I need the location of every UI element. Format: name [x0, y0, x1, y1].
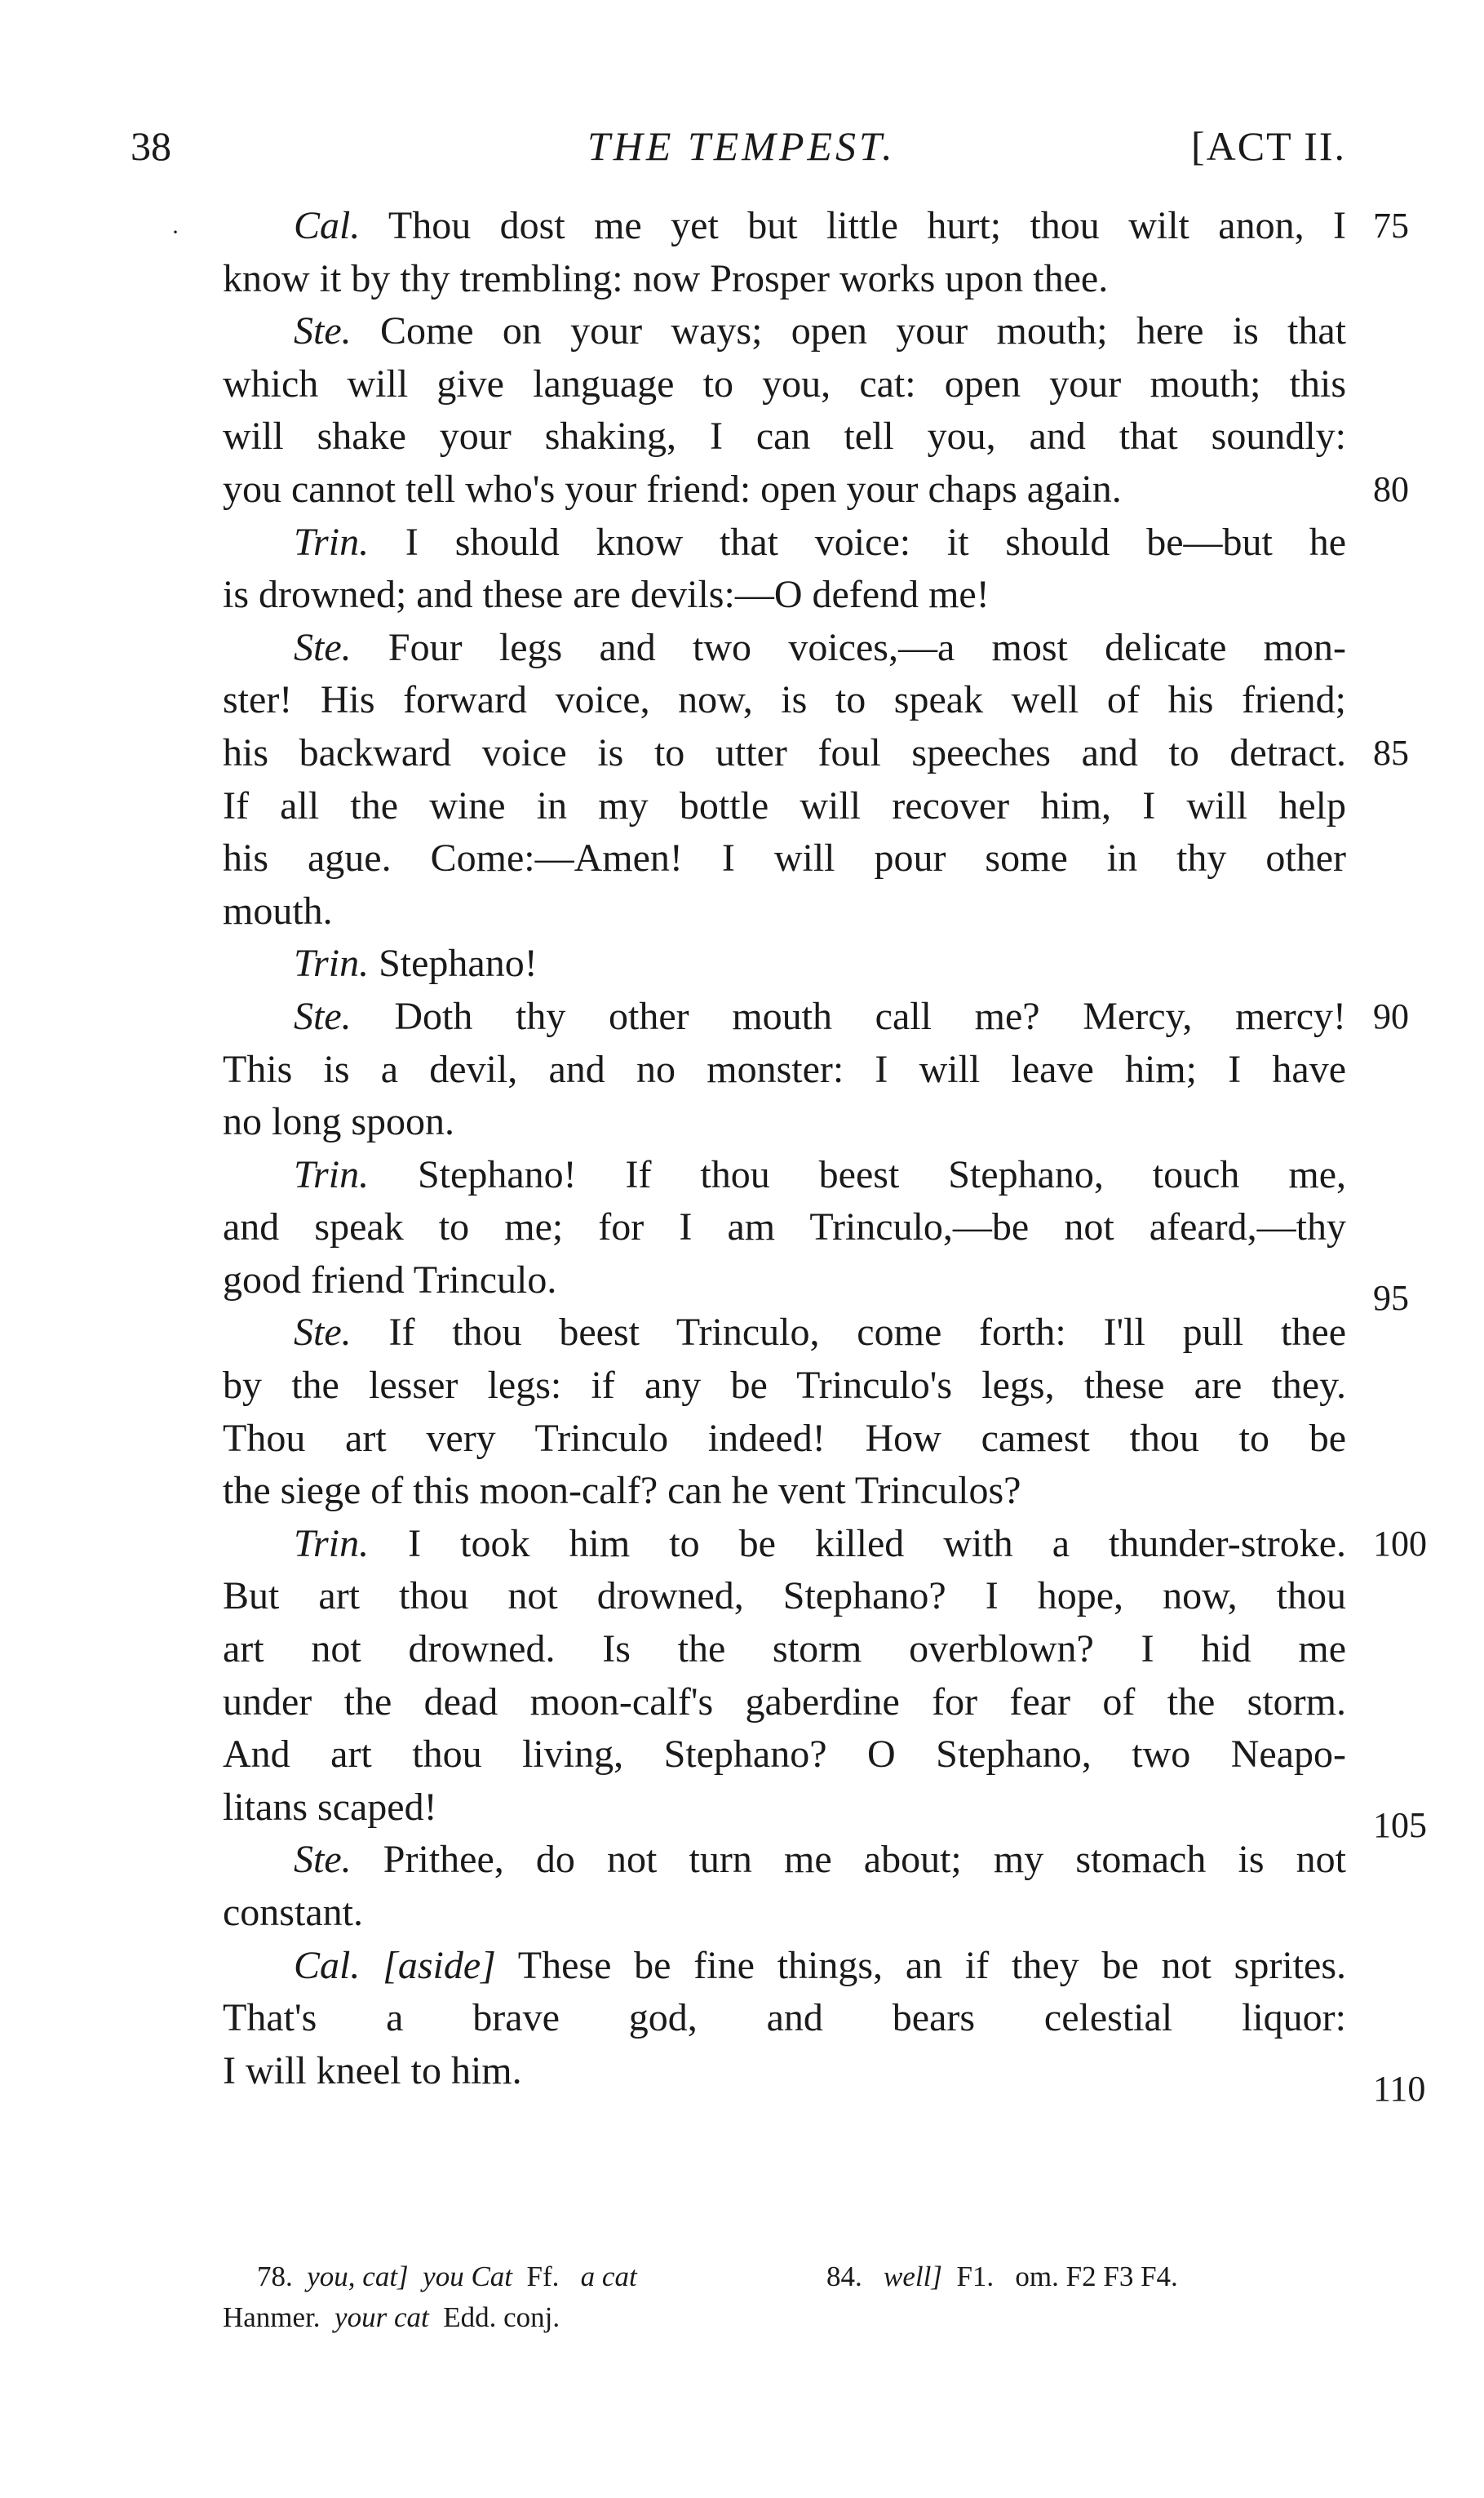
line-text	[223, 1834, 1346, 1887]
line-text	[223, 1307, 1346, 1360]
speech-text: This is a devil, and no monster: I will leave him; I have	[223, 1047, 1346, 1091]
line-text	[223, 410, 1346, 464]
speech-text: will shake your shaking, I can tell you, and that soundly:	[223, 415, 1346, 459]
text-line	[223, 1201, 1361, 1254]
speech-text: constant.	[223, 1891, 363, 1934]
text-line	[223, 727, 1409, 780]
line-text	[223, 253, 1361, 306]
text-line	[223, 1992, 1361, 2045]
line-text	[223, 780, 1346, 833]
speaker-name: Ste.	[294, 994, 352, 1038]
text-line	[223, 1360, 1361, 1413]
speaker-name: Cal.	[294, 204, 361, 247]
text-line	[223, 410, 1361, 464]
page-number: 38	[131, 123, 171, 169]
speech-text: Prithee, do not turn me about; my stomach is not	[383, 1838, 1347, 1882]
speaker-name: Ste.	[294, 1838, 352, 1882]
stage-direction: [aside]	[383, 1943, 496, 1987]
line-text	[223, 1044, 1346, 1097]
speech-text: his backward voice is to utter foul speeches and to detract.	[223, 730, 1346, 774]
footnote-78-continued: Hanmer. your cat Edd. conj.	[223, 2301, 560, 2333]
text-line	[223, 569, 1361, 622]
speech-text: mouth.	[223, 889, 333, 933]
speech-text: And art thou living, Stephano? O Stephano, two Neapo-	[223, 1733, 1346, 1777]
line-number: 100	[1373, 1523, 1427, 1564]
text-line	[223, 1781, 1427, 1845]
play-text	[223, 200, 1427, 2109]
text-line	[223, 885, 1361, 938]
line-text	[223, 1096, 1361, 1149]
speech-text: know it by thy trembling: now Prosper works upon thee.	[223, 256, 1109, 300]
speaker-name: Trin.	[294, 1152, 370, 1196]
speech-text: If all the wine in my bottle will recover him, I will help	[223, 783, 1346, 827]
text-line	[223, 1413, 1361, 1466]
text-line	[223, 780, 1361, 833]
text-line	[223, 1728, 1361, 1781]
line-text	[223, 885, 1361, 938]
line-number: 85	[1373, 732, 1409, 773]
speech-text: I took him to be killed with a thunder-stroke.	[408, 1521, 1346, 1565]
line-number: 95	[1373, 1277, 1409, 1318]
speech-text: the siege of this moon-calf? can he vent Trinculos?	[223, 1469, 1021, 1513]
speech-text: and speak to me; for I am Trinculo,—be not afeard,—thy	[223, 1205, 1346, 1249]
text-line	[223, 2045, 1426, 2109]
line-text	[223, 674, 1346, 727]
text-line	[223, 1940, 1361, 1993]
text-line	[223, 464, 1409, 517]
line-text	[223, 305, 1346, 358]
speaker-name: Ste.	[294, 625, 352, 669]
text-line	[223, 622, 1361, 675]
text-line	[223, 200, 1409, 253]
text-line	[223, 1044, 1361, 1097]
speech-text: These be fine things, an if they be not sprites.	[517, 1943, 1347, 1987]
speech-text: by the lesser legs: if any be Trinculo's legs, these are they.	[223, 1364, 1346, 1408]
speaker-name: Trin.	[294, 520, 370, 564]
line-text	[223, 1992, 1346, 2045]
speech-text: which will give language to you, cat: open your mouth; this	[223, 362, 1346, 406]
margin-dot: ·	[171, 219, 179, 246]
line-text	[223, 1623, 1346, 1676]
line-text	[223, 727, 1346, 780]
speaker-name: Cal.	[294, 1943, 361, 1987]
speech-text: If thou beest Trinculo, come forth: I'll pull thee	[388, 1311, 1347, 1355]
footnote-row	[223, 2256, 1361, 2297]
line-text	[223, 1413, 1346, 1466]
line-text	[223, 1781, 1361, 1835]
speech-text: good friend Trinculo.	[223, 1258, 557, 1302]
speech-text: Come on your ways; open your mouth; here is that	[379, 309, 1347, 353]
line-text	[223, 1570, 1346, 1623]
text-line	[223, 1834, 1361, 1887]
text-line	[223, 1676, 1361, 1729]
speech-text: ster! His forward voice, now, is to speak well of his friend;	[223, 678, 1346, 722]
footnotes	[223, 2256, 1361, 2338]
running-title: THE TEMPEST.	[587, 123, 896, 169]
speech-text: is drowned; and these are devils:—O defend me!	[223, 573, 990, 617]
speech-text: Doth thy other mouth call me? Mercy, mercy!	[394, 994, 1347, 1038]
act-label: [ACT II.	[1191, 123, 1347, 169]
speaker-name: Ste.	[294, 309, 352, 353]
line-text	[223, 1254, 1361, 1307]
line-number: 75	[1373, 206, 1409, 246]
speech-text: I will kneel to him.	[223, 2048, 522, 2092]
speech-text: I should know that voice: it should be—but he	[405, 520, 1347, 564]
line-text	[223, 1518, 1346, 1571]
line-text	[223, 200, 1346, 253]
text-line	[223, 1307, 1361, 1360]
text-line	[223, 1570, 1361, 1623]
speech-text: But art thou not drowned, Stephano? I hope, now, thou	[223, 1574, 1346, 1618]
speech-text: Thou dost me yet but little hurt; thou wilt anon, I	[388, 204, 1347, 247]
line-text	[223, 1360, 1346, 1413]
line-number: 90	[1373, 996, 1409, 1036]
line-text	[223, 1728, 1346, 1781]
text-line	[223, 1623, 1361, 1676]
line-text	[223, 622, 1346, 675]
speech-text: Four legs and two voices,—a most delicate mon-	[388, 625, 1346, 669]
line-text	[223, 832, 1346, 885]
line-text	[223, 1676, 1346, 1729]
line-text	[223, 1940, 1346, 1993]
line-text	[223, 1149, 1346, 1202]
speech-text: his ague. Come:—Amen! I will pour some in thy other	[223, 836, 1346, 881]
text-line	[223, 253, 1361, 306]
text-line	[223, 1096, 1361, 1149]
speech-text: no long spoon.	[223, 1100, 455, 1144]
text-line	[223, 517, 1361, 570]
text-line	[223, 938, 1361, 991]
line-text	[223, 991, 1346, 1044]
line-text	[223, 938, 1361, 991]
text-line	[223, 1149, 1361, 1202]
speaker-name: Trin.	[294, 942, 370, 986]
footnote-84: 84. well] F1. om. F2 F3 F4.	[826, 2261, 1178, 2292]
line-text	[223, 1887, 1361, 1940]
text-line	[223, 1887, 1361, 1940]
line-text	[223, 464, 1361, 517]
speech-text: That's a brave god, and bears celestial liquor:	[223, 1996, 1346, 2040]
speech-text: Stephano!	[379, 942, 538, 986]
speech-text: Stephano! If thou beest Stephano, touch me,	[417, 1152, 1346, 1196]
text-line	[223, 674, 1361, 727]
line-number: 80	[1373, 468, 1409, 509]
speech-text: litans scaped!	[223, 1785, 437, 1829]
line-text	[223, 517, 1346, 570]
text-line	[223, 358, 1361, 411]
line-text	[223, 1465, 1361, 1518]
line-number: 110	[1373, 2068, 1426, 2109]
footnote-78: 78. you, cat] you Cat Ff. a cat	[257, 2261, 637, 2292]
text-line	[223, 1465, 1361, 1518]
speaker-name: Ste.	[294, 1311, 352, 1355]
running-header	[131, 122, 1354, 180]
speech-text: under the dead moon-calf's gaberdine for fear of the storm.	[223, 1679, 1346, 1724]
line-text	[223, 1201, 1346, 1254]
text-line	[223, 991, 1409, 1044]
text-line	[223, 1254, 1409, 1318]
line-text	[223, 358, 1346, 411]
line-text	[223, 569, 1361, 622]
speech-text: you cannot tell who's your friend: open your chaps again.	[223, 467, 1122, 511]
speech-text: Thou art very Trinculo indeed! How camest thou to be	[223, 1416, 1346, 1460]
speaker-name: Trin.	[294, 1521, 370, 1565]
text-line	[223, 1518, 1427, 1571]
speech-text: art not drowned. Is the storm overblown? I hid me	[223, 1627, 1346, 1671]
line-text	[223, 2045, 1361, 2098]
text-line	[223, 832, 1361, 885]
line-number: 105	[1373, 1804, 1427, 1845]
text-line	[223, 305, 1361, 358]
